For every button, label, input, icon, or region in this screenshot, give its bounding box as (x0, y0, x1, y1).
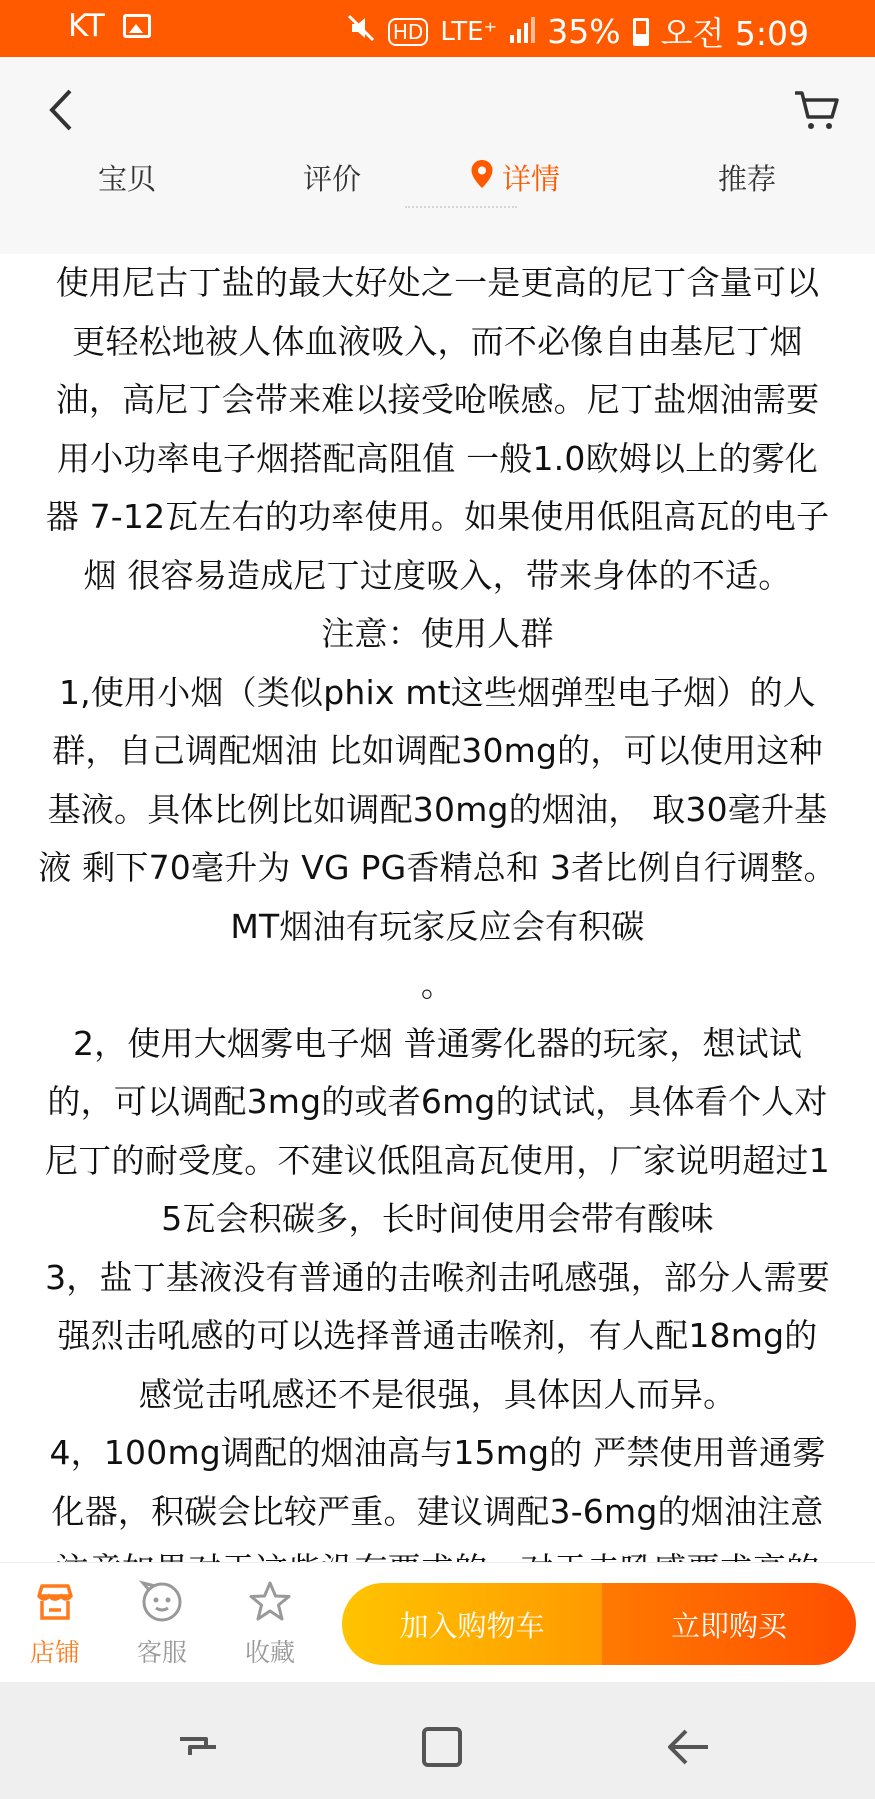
network-label: LTE⁺ (440, 16, 498, 47)
image-icon (123, 14, 151, 38)
product-header (0, 57, 875, 254)
system-back-button[interactable] (658, 1717, 718, 1777)
clock: 오전 5:09 (660, 14, 809, 53)
cart-button[interactable] (792, 85, 842, 135)
battery-icon (633, 18, 649, 46)
tab-pingjia[interactable] (303, 152, 361, 202)
shop-label: 店铺 (29, 1638, 80, 1667)
carrier-label: KT (68, 8, 105, 44)
detail-line: 群，自己调配烟油 比如调配30mg的，可以使用这种 (52, 731, 823, 770)
detail-line: 基液。具体比例比如调配30mg的烟油， 取30毫升基 (47, 789, 828, 829)
detail-line: 液 剩下70毫升为 VG PG香精总和 3者比例自行调整。 (38, 848, 837, 887)
system-nav-bar (0, 1682, 875, 1799)
detail-content[interactable] (0, 254, 875, 1562)
detail-line: 感觉击吼感还不是很强，具体因人而异。 (138, 1374, 737, 1414)
tab-baobei[interactable] (98, 152, 156, 202)
detail-line: 1,使用小烟（类似phix mt这些烟弹型电子烟）的人 (58, 672, 817, 712)
detail-line: 强烈击吼感的可以选择普通击喉剂，有人配18mg的 (57, 1316, 818, 1355)
back-icon (658, 1717, 718, 1777)
detail-line: 。 (420, 965, 455, 1004)
tab-label: 评价 (303, 161, 362, 196)
detail-line: 5瓦会积碳多，长时间使用会带有酸味 (161, 1199, 714, 1238)
home-button[interactable] (412, 1717, 472, 1777)
detail-line: 4，100mg调配的烟油高与15mg的 严禁使用普通雾 (49, 1433, 826, 1472)
status-left (68, 8, 151, 44)
customer-service-icon (127, 1579, 197, 1625)
add-to-cart-button[interactable] (342, 1583, 602, 1665)
shop-button[interactable] (20, 1579, 90, 1669)
tab-label: 宝贝 (98, 161, 157, 196)
star-icon (235, 1579, 305, 1625)
buy-now-button[interactable] (602, 1583, 856, 1665)
home-icon (412, 1717, 472, 1777)
detail-line: 烟 很容易造成尼丁过度吸入，带来身体的不适。 (83, 555, 792, 595)
add-to-cart-label: 加入购物车 (399, 1608, 545, 1643)
faded-divider (405, 206, 517, 216)
detail-line: 油，高尼丁会带来难以接受呛喉感。尼丁盐烟油需要 (55, 380, 820, 419)
detail-line: MT烟油有玩家反应会有积碳 (230, 906, 645, 946)
back-button[interactable] (42, 85, 82, 135)
signal-icon (509, 12, 535, 51)
customer-service-label: 客服 (136, 1638, 187, 1667)
detail-line: 3，盐丁基液没有普通的击喉剂击吼感强，部分人需要 (45, 1257, 830, 1297)
detail-line: 用小功率电子烟搭配高阻值 一般1.0欧姆以上的雾化 (57, 438, 818, 478)
detail-line: 尼丁的耐受度。不建议低阻高瓦使用，厂家说明超过1 (45, 1140, 830, 1180)
bottom-action-bar (0, 1562, 875, 1682)
back-arrow-icon (42, 85, 82, 135)
battery-percent: 35% (547, 12, 621, 51)
hd-icon: HD (388, 18, 428, 46)
detail-line: 更轻松地被人体血液吸入，而不必像自由基尼丁烟 (72, 321, 803, 361)
buy-now-label: 立即购买 (670, 1608, 787, 1643)
status-bar (0, 0, 875, 57)
tab-xiangqing[interactable] (470, 152, 560, 202)
tab-tuijian[interactable] (718, 152, 776, 202)
recent-apps-button[interactable] (168, 1717, 228, 1777)
mute-icon (346, 12, 376, 51)
tab-label: 推荐 (718, 161, 777, 196)
detail-line: 2，使用大烟雾电子烟 普通雾化器的玩家，想试试 (72, 1023, 803, 1063)
detail-line: 的，可以调配3mg的或者6mg的试试，具体看个人对 (47, 1082, 828, 1121)
detail-line: 使用尼古丁盐的最大好处之一是更高的尼丁含量可以 (55, 263, 820, 302)
status-right (346, 8, 809, 55)
favorite-label: 收藏 (244, 1638, 295, 1667)
detail-line: 注意：使用人群 (321, 614, 554, 653)
favorite-button[interactable] (235, 1579, 305, 1669)
cart-icon (792, 85, 842, 135)
detail-line: 化器，积碳会比较严重。建议调配3-6mg的烟油注意 (51, 1491, 824, 1531)
recent-apps-icon (168, 1717, 228, 1777)
detail-line: 器 7-12瓦左右的功率使用。如果使用低阻高瓦的电子 (45, 497, 830, 536)
location-pin-icon (470, 159, 494, 196)
shop-icon (20, 1579, 90, 1625)
tab-label: 详情 (502, 161, 561, 196)
customer-service-button[interactable] (127, 1579, 197, 1669)
